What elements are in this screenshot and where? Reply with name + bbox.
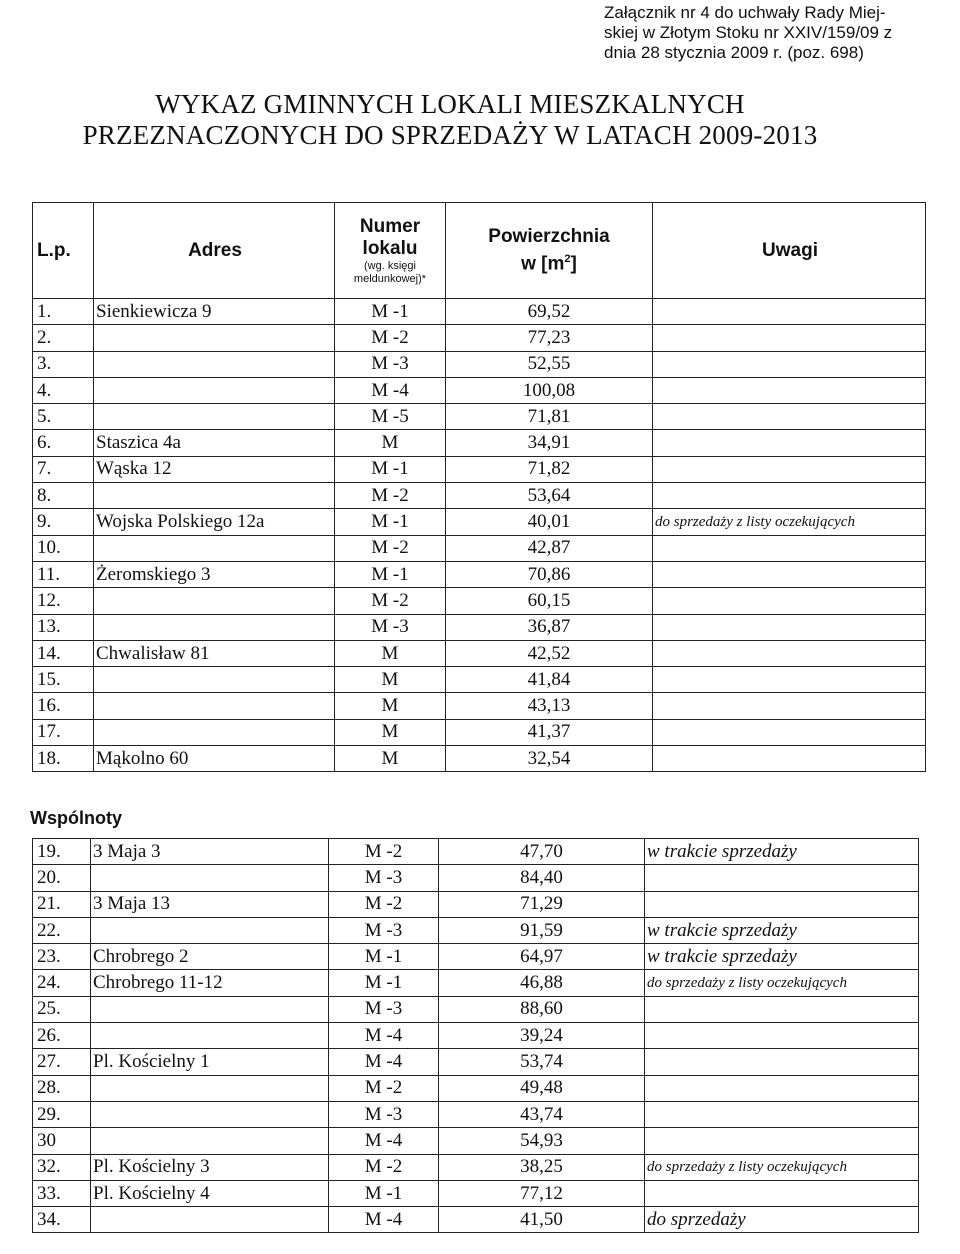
cell-powierzchnia: 43,13: [446, 693, 653, 719]
cell-uwagi: [653, 614, 926, 640]
cell-adres: Żeromskiego 3: [94, 561, 335, 587]
cell-uwagi: [653, 456, 926, 482]
cell-uwagi: [645, 1049, 919, 1075]
cell-uwagi: [653, 719, 926, 745]
table-row: [33, 1101, 919, 1127]
cell-lokal: M -3: [329, 917, 439, 943]
table-row: [33, 996, 919, 1022]
cell-uwagi: [653, 535, 926, 561]
table-row: [33, 865, 919, 891]
cell-adres: Mąkolno 60: [94, 746, 335, 772]
cell-lokal: M -3: [335, 351, 446, 377]
cell-adres: [94, 351, 335, 377]
table-row: [33, 719, 926, 745]
cell-lokal: M: [335, 719, 446, 745]
table-row: [33, 404, 926, 430]
cell-adres: [94, 667, 335, 693]
cell-lp: 34.: [33, 1207, 91, 1233]
table-row: [33, 944, 919, 970]
cell-powierzchnia: 69,52: [446, 299, 653, 325]
cell-lp: 16.: [33, 693, 94, 719]
cell-uwagi: [645, 996, 919, 1022]
cell-lp: 9.: [33, 509, 94, 535]
wspolnoty-table: [32, 838, 919, 1233]
cell-lokal: M -1: [329, 970, 439, 996]
cell-powierzchnia: 100,08: [446, 377, 653, 403]
cell-uwagi: [653, 693, 926, 719]
table-row: [33, 1207, 919, 1233]
cell-lokal: M: [335, 640, 446, 666]
cell-lp: 21.: [33, 891, 91, 917]
table-row: [33, 839, 919, 865]
header-pow-line1: Powierzchnia: [488, 225, 610, 247]
cell-lokal: M -2: [329, 839, 439, 865]
cell-adres: [94, 325, 335, 351]
cell-lp: 23.: [33, 944, 91, 970]
cell-powierzchnia: 49,48: [439, 1075, 645, 1101]
cell-adres: Wojska Polskiego 12a: [94, 509, 335, 535]
cell-lp: 5.: [33, 404, 94, 430]
table-row: [33, 561, 926, 587]
cell-adres: [91, 1128, 329, 1154]
cell-adres: [94, 719, 335, 745]
cell-uwagi: [645, 1075, 919, 1101]
cell-lp: 20.: [33, 865, 91, 891]
cell-powierzchnia: 42,87: [446, 535, 653, 561]
table-row: [33, 377, 926, 403]
table-row: [33, 1023, 919, 1049]
table-row: [33, 746, 926, 772]
cell-adres: [94, 535, 335, 561]
cell-powierzchnia: 64,97: [439, 944, 645, 970]
cell-powierzchnia: 41,84: [446, 667, 653, 693]
cell-uwagi: [653, 351, 926, 377]
cell-adres: [91, 865, 329, 891]
cell-uwagi: [653, 430, 926, 456]
cell-uwagi: do sprzedaży z listy oczekujących: [645, 1154, 919, 1180]
cell-adres: [94, 693, 335, 719]
wspolnoty-heading: Wspólnoty: [30, 808, 122, 828]
table-row: [33, 640, 926, 666]
header-numer-note1: (wg. księgi: [364, 259, 416, 272]
cell-powierzchnia: 71,81: [446, 404, 653, 430]
cell-adres: 3 Maja 13: [91, 891, 329, 917]
cell-adres: [94, 404, 335, 430]
cell-lokal: M: [335, 430, 446, 456]
cell-lp: 32.: [33, 1154, 91, 1180]
cell-uwagi: do sprzedaży z listy oczekujących: [653, 509, 926, 535]
cell-adres: [94, 614, 335, 640]
cell-powierzchnia: 46,88: [439, 970, 645, 996]
cell-powierzchnia: 36,87: [446, 614, 653, 640]
cell-adres: [94, 483, 335, 509]
table-row: [33, 483, 926, 509]
cell-adres: [91, 1207, 329, 1233]
cell-powierzchnia: 47,70: [439, 839, 645, 865]
cell-uwagi: [645, 891, 919, 917]
cell-uwagi: [645, 1180, 919, 1206]
header-numer-lokalu: [335, 203, 446, 299]
table-row: [33, 509, 926, 535]
cell-adres: Chrobrego 2: [91, 944, 329, 970]
cell-uwagi: [653, 588, 926, 614]
table-row: [33, 299, 926, 325]
cell-powierzchnia: 84,40: [439, 865, 645, 891]
table-row: [33, 1154, 919, 1180]
cell-lokal: M -1: [335, 561, 446, 587]
table-row: [33, 430, 926, 456]
cell-adres: Chrobrego 11-12: [91, 970, 329, 996]
annex-line: Załącznik nr 4 do uchwały Rady Miej-: [604, 3, 886, 22]
table-row: [33, 917, 919, 943]
cell-lp: 7.: [33, 456, 94, 482]
cell-lp: 3.: [33, 351, 94, 377]
cell-adres: Pl. Kościelny 1: [91, 1049, 329, 1075]
annex-note: [604, 3, 956, 63]
cell-powierzchnia: 71,82: [446, 456, 653, 482]
table-row: [33, 667, 926, 693]
cell-powierzchnia: 39,24: [439, 1023, 645, 1049]
cell-uwagi: [645, 1023, 919, 1049]
cell-uwagi: [653, 299, 926, 325]
cell-uwagi: w trakcie sprzedaży: [645, 839, 919, 865]
cell-adres: [91, 996, 329, 1022]
cell-adres: [91, 1075, 329, 1101]
cell-uwagi: [645, 865, 919, 891]
cell-lp: 11.: [33, 561, 94, 587]
cell-adres: Chwalisław 81: [94, 640, 335, 666]
cell-adres: [94, 377, 335, 403]
cell-uwagi: [653, 483, 926, 509]
cell-lokal: M: [335, 746, 446, 772]
cell-lp: 4.: [33, 377, 94, 403]
cell-powierzchnia: 42,52: [446, 640, 653, 666]
cell-uwagi: [653, 404, 926, 430]
apartments-table: [32, 202, 926, 772]
cell-powierzchnia: 53,74: [439, 1049, 645, 1075]
table-row: [33, 1128, 919, 1154]
cell-uwagi: [645, 1101, 919, 1127]
cell-uwagi: [653, 667, 926, 693]
table-row: [33, 1180, 919, 1206]
cell-lokal: M -3: [335, 614, 446, 640]
cell-powierzchnia: 70,86: [446, 561, 653, 587]
cell-lokal: M -4: [335, 377, 446, 403]
cell-lokal: M -5: [335, 404, 446, 430]
cell-lp: 33.: [33, 1180, 91, 1206]
cell-uwagi: w trakcie sprzedaży: [645, 944, 919, 970]
table-row: [33, 535, 926, 561]
cell-uwagi: [653, 325, 926, 351]
cell-uwagi: [653, 561, 926, 587]
table-row: [33, 1049, 919, 1075]
cell-lp: 1.: [33, 299, 94, 325]
cell-lp: 19.: [33, 839, 91, 865]
cell-lokal: M: [335, 693, 446, 719]
cell-powierzchnia: 38,25: [439, 1154, 645, 1180]
table-row: [33, 325, 926, 351]
cell-lokal: M -3: [329, 865, 439, 891]
table-row: [33, 614, 926, 640]
cell-lp: 24.: [33, 970, 91, 996]
cell-powierzchnia: 53,64: [446, 483, 653, 509]
cell-lp: 22.: [33, 917, 91, 943]
cell-lp: 30: [33, 1128, 91, 1154]
header-numer-line2: lokalu: [362, 237, 418, 259]
table-row: [33, 351, 926, 377]
cell-lokal: M: [335, 667, 446, 693]
cell-uwagi: do sprzedaży: [645, 1207, 919, 1233]
header-pow-line2: w $[m^2]$: [521, 252, 577, 275]
cell-lp: 2.: [33, 325, 94, 351]
cell-lokal: M -2: [335, 535, 446, 561]
cell-uwagi: [653, 640, 926, 666]
cell-adres: Pl. Kościelny 3: [91, 1154, 329, 1180]
wspolnoty-table-body: [33, 839, 919, 1233]
cell-lokal: M -1: [329, 1180, 439, 1206]
cell-uwagi: do sprzedaży z listy oczekujących: [645, 970, 919, 996]
cell-lp: 14.: [33, 640, 94, 666]
cell-adres: Sienkiewicza 9: [94, 299, 335, 325]
table-row: [33, 1075, 919, 1101]
cell-powierzchnia: 91,59: [439, 917, 645, 943]
cell-powierzchnia: 52,55: [446, 351, 653, 377]
cell-lokal: M -1: [335, 509, 446, 535]
document-title: WYKAZ GMINNYCH LOKALI MIESZKALNYCH: [155, 89, 745, 119]
cell-lp: 8.: [33, 483, 94, 509]
cell-lokal: M -2: [335, 483, 446, 509]
cell-adres: 3 Maja 3: [91, 839, 329, 865]
cell-adres: [94, 588, 335, 614]
header-adres: Adres: [94, 203, 335, 299]
annex-line: skiej w Złotym Stoku nr XXIV/159/09 z: [604, 23, 893, 42]
cell-lp: 18.: [33, 746, 94, 772]
cell-lokal: M -4: [329, 1207, 439, 1233]
cell-lokal: M -4: [329, 1023, 439, 1049]
cell-adres: Pl. Kościelny 4: [91, 1180, 329, 1206]
cell-powierzchnia: 43,74: [439, 1101, 645, 1127]
cell-lp: 12.: [33, 588, 94, 614]
annex-line: dnia 28 stycznia 2009 r. (poz. 698): [604, 43, 864, 62]
cell-lokal: M -4: [329, 1049, 439, 1075]
table-row: [33, 588, 926, 614]
cell-lokal: M -2: [335, 588, 446, 614]
cell-lp: 27.: [33, 1049, 91, 1075]
cell-lp: 28.: [33, 1075, 91, 1101]
cell-lp: 6.: [33, 430, 94, 456]
header-numer-note2: meldunkowej)*: [353, 272, 427, 285]
cell-uwagi: [645, 1128, 919, 1154]
cell-lp: 13.: [33, 614, 94, 640]
cell-lokal: M -1: [329, 944, 439, 970]
cell-lokal: M -1: [335, 456, 446, 482]
table-row: [33, 891, 919, 917]
cell-adres: Wąska 12: [94, 456, 335, 482]
cell-lokal: M -2: [329, 891, 439, 917]
cell-lokal: M -3: [329, 996, 439, 1022]
cell-lp: 10.: [33, 535, 94, 561]
cell-powierzchnia: 71,29: [439, 891, 645, 917]
document-subtitle: PRZEZNACZONYCH DO SPRZEDAŻY W LATACH 2009-2013: [82, 120, 818, 150]
cell-lokal: M -4: [329, 1128, 439, 1154]
cell-powierzchnia: 88,60: [439, 996, 645, 1022]
cell-adres: Staszica 4a: [94, 430, 335, 456]
cell-lokal: M -3: [329, 1101, 439, 1127]
cell-adres: [91, 1101, 329, 1127]
cell-lp: 25.: [33, 996, 91, 1022]
table-row: [33, 456, 926, 482]
cell-lp: 15.: [33, 667, 94, 693]
cell-lp: 17.: [33, 719, 94, 745]
cell-powierzchnia: 34,91: [446, 430, 653, 456]
cell-powierzchnia: 54,93: [439, 1128, 645, 1154]
header-powierzchnia: [446, 203, 653, 299]
cell-powierzchnia: 41,37: [446, 719, 653, 745]
cell-powierzchnia: 77,23: [446, 325, 653, 351]
cell-lp: 26.: [33, 1023, 91, 1049]
table-row: [33, 970, 919, 996]
cell-uwagi: w trakcie sprzedaży: [645, 917, 919, 943]
header-lp: L.p.: [33, 203, 94, 299]
cell-uwagi: [653, 377, 926, 403]
cell-lokal: M -2: [329, 1154, 439, 1180]
table-row: [33, 693, 926, 719]
cell-adres: [91, 1023, 329, 1049]
cell-uwagi: [653, 746, 926, 772]
cell-powierzchnia: 77,12: [439, 1180, 645, 1206]
cell-powierzchnia: 32,54: [446, 746, 653, 772]
cell-lokal: M -2: [329, 1075, 439, 1101]
cell-lokal: M -1: [335, 299, 446, 325]
table-header-row: [33, 203, 926, 299]
cell-lokal: M -2: [335, 325, 446, 351]
apartments-table-body: [33, 299, 926, 772]
cell-powierzchnia: 40,01: [446, 509, 653, 535]
cell-powierzchnia: 60,15: [446, 588, 653, 614]
cell-powierzchnia: 41,50: [439, 1207, 645, 1233]
header-numer-line1: Numer: [359, 215, 421, 237]
cell-adres: [91, 917, 329, 943]
cell-lp: 29.: [33, 1101, 91, 1127]
header-uwagi: Uwagi: [653, 203, 926, 299]
